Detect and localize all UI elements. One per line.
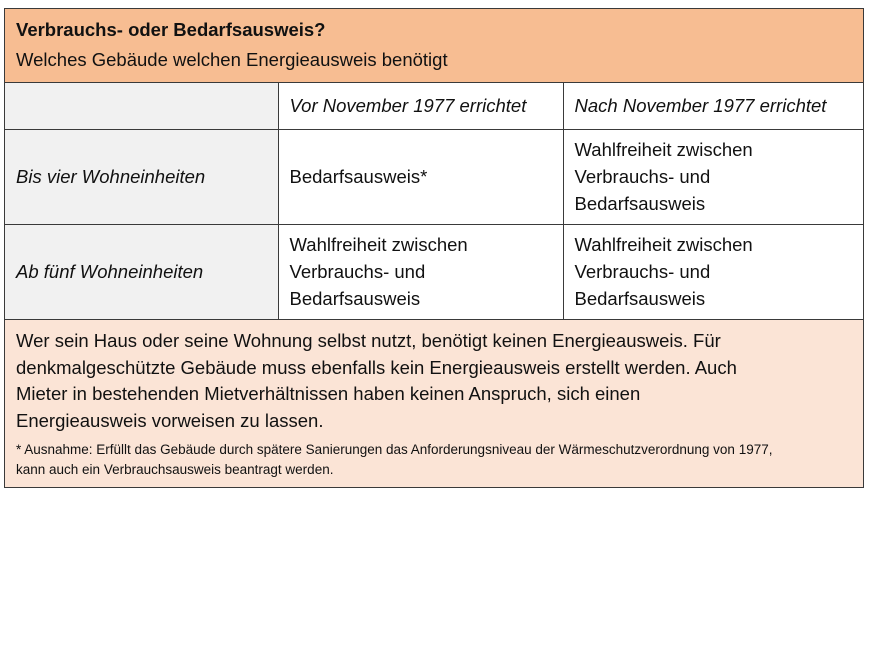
cell-line: Wahlfreiheit zwischen — [574, 234, 753, 256]
cell-after-1977 — [563, 224, 863, 319]
footer-line: Energieausweis vorweisen zu lassen. — [16, 409, 324, 431]
footer-line: Wer sein Haus oder seine Wohnung selbst nutzt, benötigt keinen Energieausweis. Für — [16, 330, 721, 351]
cell-line: Bedarfsausweis — [574, 288, 706, 310]
column-header-before-1977: Vor November 1977 errichtet — [278, 83, 563, 129]
table-header — [5, 9, 863, 83]
cell-after-1977 — [563, 129, 863, 224]
footnote-line: * Ausnahme: Erfüllt das Gebäude durch spätere Sanierungen das Anforderungsniveau der Wärmeschutzverordnung von 1977, — [16, 442, 773, 457]
cell-line: Verbrauchs- und — [574, 166, 711, 187]
page-title: Verbrauchs- oder Bedarfsausweis? — [16, 19, 326, 40]
cell-line: Verbrauchs- und — [574, 261, 711, 283]
table-footer — [5, 319, 863, 487]
table-row — [5, 224, 863, 319]
certificate-table — [5, 83, 863, 319]
footnote-line: kann auch ein Verbrauchsausweis beantragt werden. — [16, 461, 334, 477]
column-header-after-1977: Nach November 1977 errichtet — [563, 83, 863, 129]
cell-before-1977: Bedarfsausweis* — [278, 129, 563, 224]
cell-line: Bedarfsausweis — [289, 288, 421, 310]
table-row — [5, 129, 863, 224]
footer-line: Mieter in bestehenden Mietverhältnissen haben keinen Anspruch, sich einen — [16, 383, 641, 404]
footer-line: denkmalgeschützte Gebäude muss ebenfalls kein Energieausweis erstellt werden. Auch — [16, 356, 737, 378]
footer-explanation — [16, 328, 852, 434]
energy-certificate-table-frame — [4, 8, 864, 488]
page-subtitle: Welches Gebäude welchen Energieausweis benötigt — [16, 49, 448, 70]
cell-line: Wahlfreiheit zwischen — [574, 139, 753, 160]
row-label-up-to-four-units: Bis vier Wohneinheiten — [5, 129, 278, 224]
table-header-row — [5, 83, 863, 129]
cell-before-1977 — [278, 224, 563, 319]
row-label-five-plus-units: Ab fünf Wohneinheiten — [5, 224, 278, 319]
footnote — [16, 440, 852, 479]
cell-line: Bedarfsausweis — [574, 193, 706, 214]
cell-line: Wahlfreiheit zwischen — [289, 234, 468, 256]
cell-line: Verbrauchs- und — [289, 261, 426, 283]
corner-cell — [5, 83, 278, 129]
